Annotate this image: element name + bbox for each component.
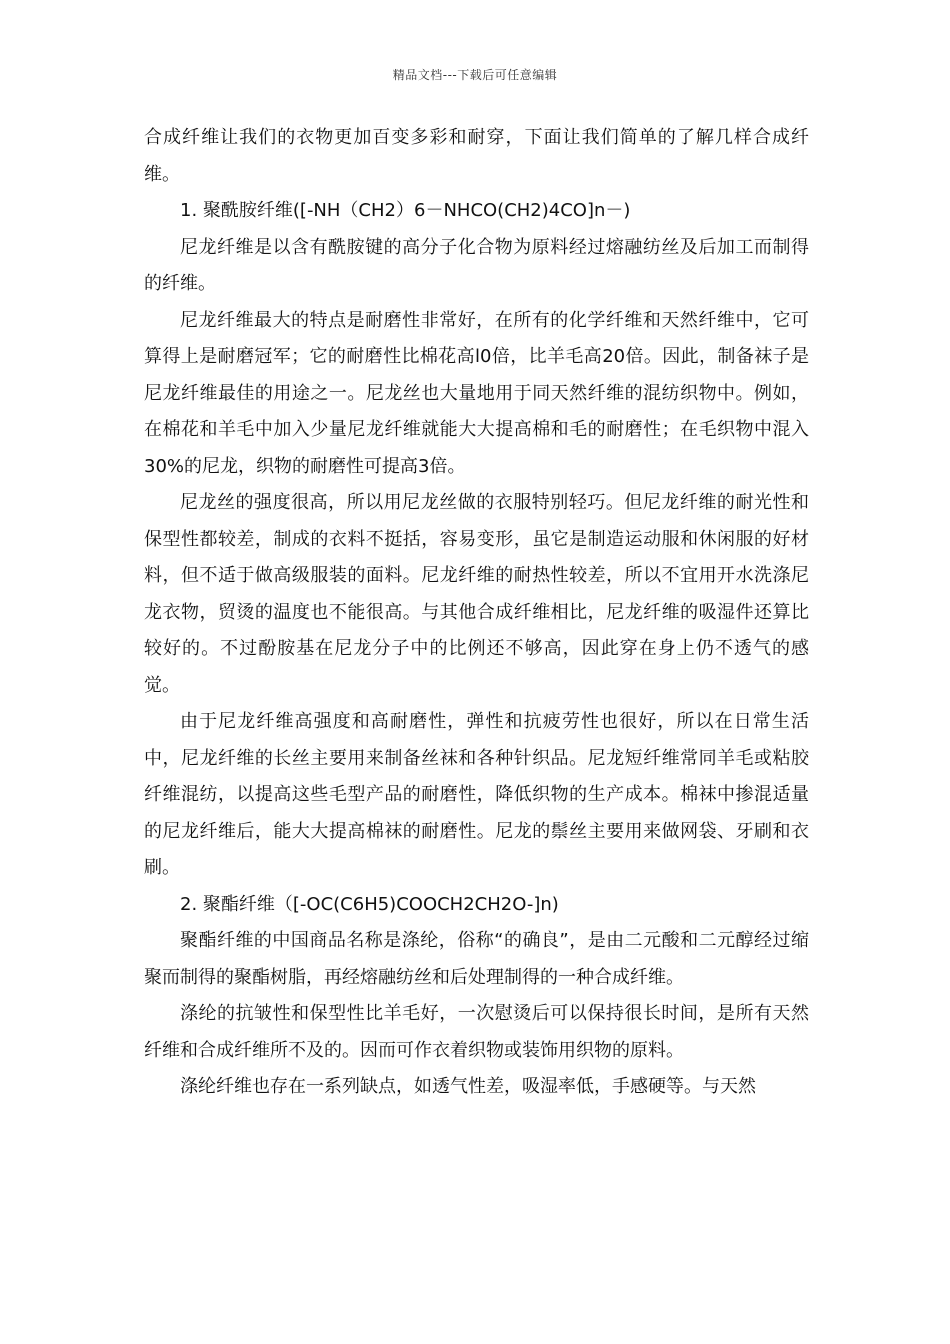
paragraph: 尼龙丝的强度很高，所以用尼龙丝做的衣服特别轻巧。但尼龙纤维的耐光性和保型性都较差，制成的衣料不挺括，容易变形，虽它是制造运动服和休闲服的好材料，但不适于做高级服装的面料。尼龙纤维的耐热性较差，所以不宜用开水洗涤尼龙衣物，贸烫的温度也不能很高。与其他合成纤维相比，尼龙纤维的吸湿件还算比较好的。不过酚胺基在尼龙分子中的比例还不够高，因此穿在身上仍不透气的感觉。 xyxy=(144,492,809,696)
paragraph: 尼龙纤维最大的特点是耐磨性非常好，在所有的化学纤维和天然纤维中，它可算得上是耐磨冠军；它的耐磨性比棉花高l0倍，比羊毛高20倍。因此，制备袜子是尼龙纤维最佳的用途之一。尼龙丝也大量地用于同天然纤维的混纺织物中。例如，在棉花和羊毛中加入少量尼龙纤维就能大大提高棉和毛的耐磨性；在毛织物中混入30%的尼龙，织物的耐磨性可提高3倍。 xyxy=(144,309,809,477)
intro-paragraph: 合成纤维让我们的衣物更加百变多彩和耐穿，下面让我们简单的了解几样合成纤维。 xyxy=(144,127,809,185)
paragraph: 涤纶纤维也存在一系列缺点，如透气性差，吸湿率低，手感硬等。与天然 xyxy=(180,1076,756,1097)
section-heading-polyamide: 1. 聚酰胺纤维([-NH（CH2）6－NHCO(CH2)4CO]n－) xyxy=(180,200,631,221)
paragraph: 涤纶的抗皱性和保型性比羊毛好，一次慰烫后可以保持很长时间，是所有天然纤维和合成纤维所不及的。因而可作衣着织物或装饰用织物的原料。 xyxy=(144,1003,809,1061)
paragraph: 聚酯纤维的中国商品名称是涤纶，俗称“的确良”，是由二元酸和二元醇经过缩聚而制得的聚酯树脂，再经熔融纺丝和后处理制得的一种合成纤维。 xyxy=(144,930,809,988)
page-header: 精品文档---下载后可任意编辑 xyxy=(392,68,558,82)
document-body xyxy=(144,120,809,1106)
paragraph: 由于尼龙纤维高强度和高耐磨性，弹性和抗疲劳性也很好，所以在日常生活中，尼龙纤维的长丝主要用来制备丝袜和各种针织品。尼龙短纤维常同羊毛或粘胶纤维混纺，以提高这些毛型产品的耐磨性，降低织物的生产成本。棉袜中掺混适量的尼龙纤维后，能大大提高棉袜的耐磨性。尼龙的鬃丝主要用来做网袋、牙刷和衣刷。 xyxy=(144,711,809,878)
section-heading-polyester: 2. 聚酯纤维（[-OC(C6H5)COOCH2CH2O-]n) xyxy=(180,893,559,915)
paragraph: 尼龙纤维是以含有酰胺键的高分子化合物为原料经过熔融纺丝及后加工而制得的纤维。 xyxy=(144,236,809,294)
